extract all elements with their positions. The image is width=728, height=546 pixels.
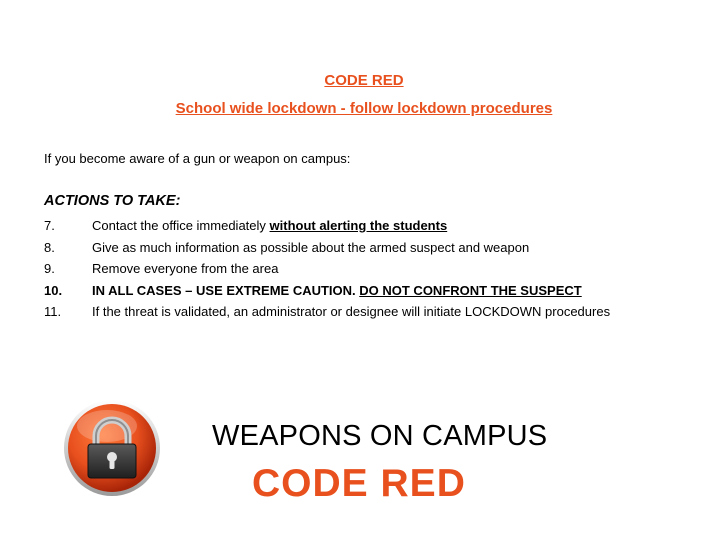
actions-list (44, 215, 610, 323)
item-text: Remove everyone from the area (92, 261, 279, 276)
actions-heading: ACTIONS TO TAKE: (44, 193, 181, 209)
item-number: 10. (44, 282, 63, 298)
page-title: CODE RED (324, 72, 404, 89)
item-text: If the threat is validated, an administrator or designee will initiate LOCKDOWN procedures (92, 304, 611, 319)
list-item (44, 301, 610, 323)
page-subtitle: School wide lockdown - follow lockdown procedures (175, 100, 553, 117)
item-number: 11. (44, 304, 62, 319)
item-text: IN ALL CASES – USE EXTREME CAUTION. DO NOT CONFRONT THE SUSPECT (92, 282, 582, 298)
list-item (44, 237, 610, 259)
footer-line2: CODE RED (252, 462, 466, 505)
item-text: Give as much information as possible about the armed suspect and weapon (92, 239, 530, 255)
item-number: 8. (44, 239, 55, 255)
item-number: 9. (44, 261, 55, 276)
item-emphasis: DO NOT CONFRONT THE SUSPECT (359, 282, 582, 298)
footer-line1: WEAPONS ON CAMPUS (212, 420, 548, 452)
list-item (44, 280, 610, 302)
list-item (44, 215, 610, 237)
item-number: 7. (44, 218, 55, 233)
list-item (44, 258, 610, 280)
padlock-icon (62, 398, 162, 498)
item-text: Contact the office immediately without alerting the students (92, 218, 448, 233)
intro-text: If you become aware of a gun or weapon on campus: (44, 151, 351, 166)
item-emphasis: without alerting the students (269, 218, 448, 233)
